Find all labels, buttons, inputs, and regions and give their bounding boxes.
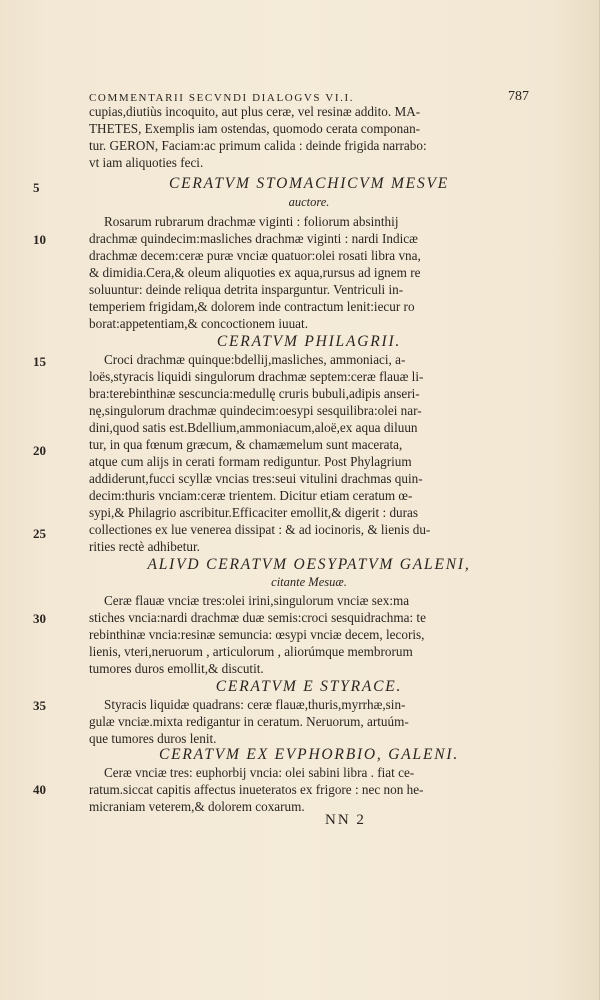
line-number: 30 [33,611,46,626]
section-subhead: auctore. [288,195,330,209]
text-line: gulæ vnciæ.mixta redigantur in ceratum. Neruorum, artuúm- [89,714,409,729]
section-heading: ALIVD CERATVM OESYPATVM GALENI, [147,556,471,573]
text-line: ratum.siccat capitis affectus inueteratos ex frigore : nec non he- [89,782,424,797]
text-line: rebinthinæ vncia:resinæ semuncia: œsypi vnciæ decem, lecoris, [89,627,425,642]
text-line: decim:thuris vnciam:ceræ trientem. Dicitur etiam ceratum œ- [89,488,413,503]
line-number: 15 [33,354,46,369]
text-line: Croci drachmæ quinque:bdellij,masliches, ammoniaci, a- [104,352,406,367]
text-line: micraniam veterem,& dolorem coxarum. [89,799,305,814]
text-line: addiderunt,fucci scyllæ vncias tres:seui vitulini drachmas quin- [89,471,423,486]
text-line: Ceræ flauæ vnciæ tres:olei irini,singulorum vnciæ sex:ma [104,593,410,608]
text-line: lienis, vteri,neruorum , articulorum , aliorúmque membrorum [89,644,413,659]
text-line: dini,quod satis est.Bdellium,ammoniacum,aloë,ex aqua diluun [89,420,418,435]
text-line: loës,styracis liquidi singulorum drachmæ septem:ceræ flauæ li- [89,369,424,384]
text-line: soluuntur: deinde reliqua detrita insparguntur. Ventriculi in- [89,282,404,297]
page-number: 787 [508,89,529,104]
line-number: 25 [33,526,46,541]
text-line: cupias,diutiùs incoquito, aut plus ceræ, vel resinæ addito. MA- [89,104,421,119]
section-heading: CERATVM STOMACHICVM MESVE [168,175,450,192]
text-line: drachmæ decem:ceræ puræ vnciæ quatuor:olei rosati libra vna, [89,248,421,263]
text-line: que tumores duros lenit. [89,731,217,746]
signature-mark: NN 2 [325,812,366,828]
line-number: 5 [33,180,40,195]
section-subhead: citante Mesuæ. [271,575,347,589]
text-line: nę,singulorum drachmæ quindecim:oesypi sesquilibra:olei nar- [89,403,422,418]
text-line: bra:terebinthinæ sescuncia:medullę cruris bubuli,adipis anseri- [89,386,420,401]
section-heading: CERATVM E STYRACE. [215,678,403,695]
text-line: THETES, Exemplis iam ostendas, quomodo cerata componan- [89,121,421,136]
text-line: tur, in qua fœnum græcum, & chamæmelum sunt macerata, [89,437,403,452]
running-head-title: COMMENTARII SECVNDI DIALOGVS VI.I. [89,92,355,104]
line-number: 40 [33,782,46,797]
text-line: temperiem frigidam,& dolorem inde contractum lenit:iecur ro [89,299,415,314]
line-number: 20 [33,443,46,458]
text-line: atque cum alijs in cerati formam rediguntur. Post Phylagrium [89,454,412,469]
text-line: stiches vncia:nardi drachmæ duæ semis:croci sesquidrachma: te [89,610,426,625]
section-heading: CERATVM PHILAGRII. [216,333,402,350]
text-line: & dimidia.Cera,& oleum aliquoties ex aqua,rursus ad ignem re [89,265,421,280]
text-line: drachmæ quindecim:masliches drachmæ viginti : nardi Indicæ [89,231,418,246]
text-line: Rosarum rubrarum drachmæ viginti : foliorum absinthij [104,214,399,229]
text-line: vt iam aliquoties feci. [89,155,204,170]
text-line: sypi,& Philagrio ascribitur.Efficaciter emollit,& digerit : duras [89,505,419,520]
text-line: tur. GERON, Faciam:ac primum calida : deinde frigida narrabo: [89,138,427,153]
text-line: rities rectè adhibetur. [89,539,200,554]
line-number: 10 [33,232,46,247]
text-line: Styracis liquidæ quadrans: ceræ flauæ,thuris,myrrhæ,sin- [104,697,406,712]
line-number: 35 [33,698,46,713]
text-line: Ceræ vnciæ tres: euphorbij vncia: olei sabini libra . fiat ce- [104,765,415,780]
text-line: borat:appetentiam,& concoctionem iuuat. [89,316,308,331]
text-line: collectiones ex lue venerea dissipat : & ad iocinoris, & lienis du- [89,522,431,537]
text-line: tumores duros emollit,& discutit. [89,661,264,676]
section-heading: CERATVM EX EVPHORBIO, GALENI. [158,746,459,763]
